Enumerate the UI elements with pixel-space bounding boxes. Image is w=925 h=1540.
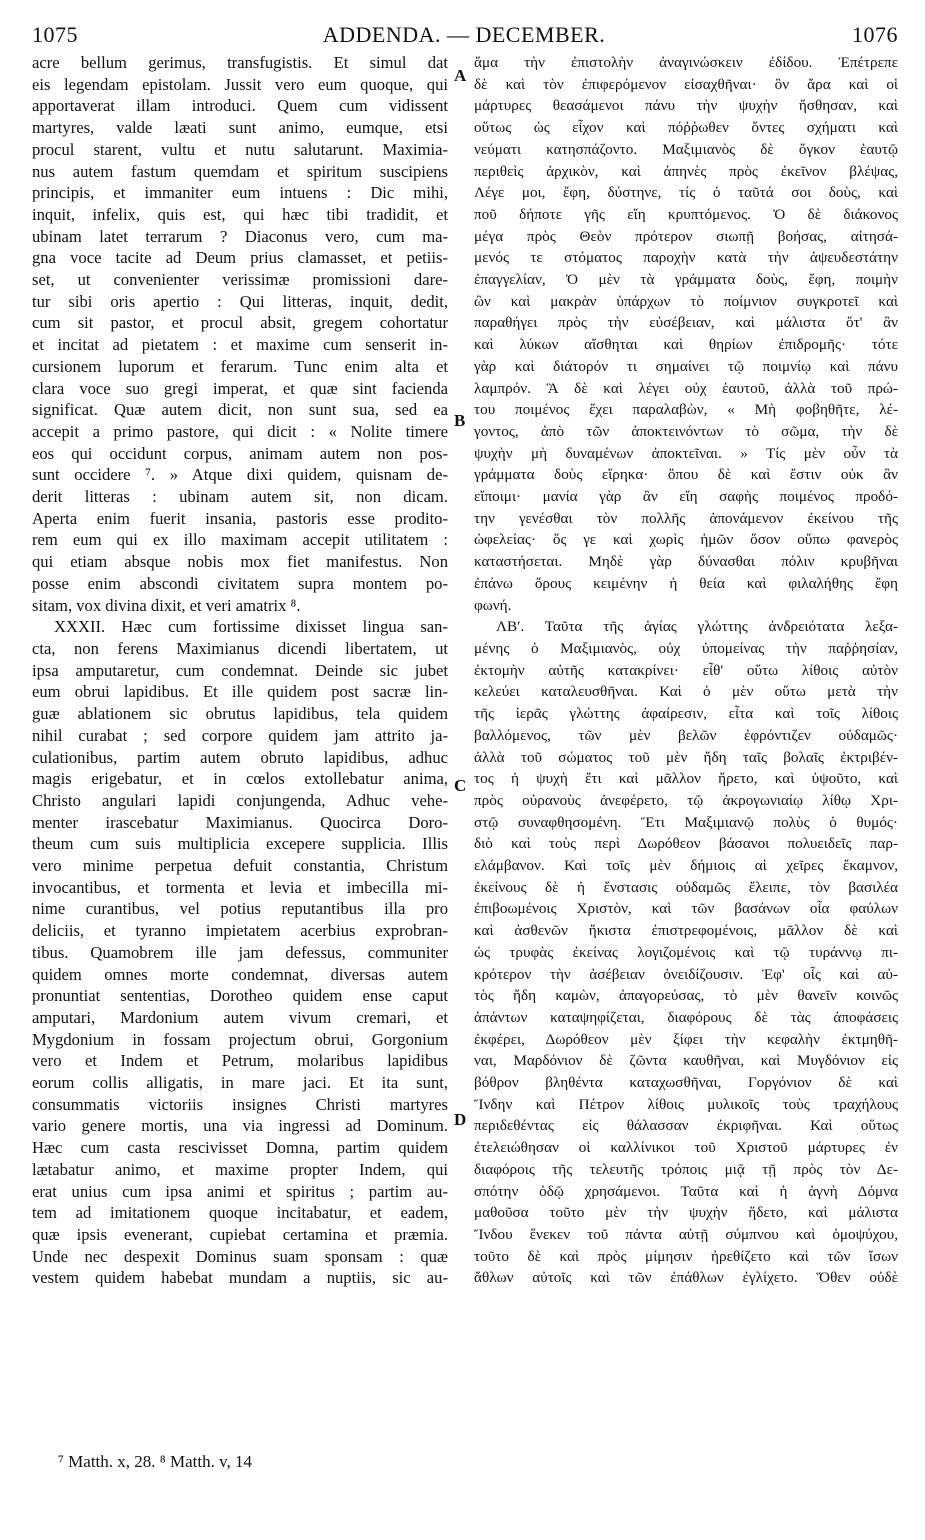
text-line: τος ἡ ψυχὴ ἔτι καὶ μᾶλλον ἤρετο, καὶ ὑψοῦτο, καὶ — [474, 770, 898, 788]
text-line: στῷ συναφθησομένη. Ἔτι Μαξιμιανῷ πολὺς ὁ θυμός· — [474, 813, 898, 831]
text-line: πρὸς οὐρανοὺς ἀνεφέρετο, τῷ ἀκρογωνιαίῳ λίθῳ Χρι- — [474, 791, 898, 809]
text-line: tur sibi oris apertio : Qui litteras, inquit, dedit, — [32, 291, 448, 311]
text-line: amputari, Mardonium autem vivum cremari, et — [32, 1007, 448, 1027]
text-line: καὶ λύκων αἴσθηται καὶ θηρίων ἐπιδρομῆς· τότε — [474, 336, 898, 354]
text-line: accepit a primo pastore, qui dicit : « Nolite timere — [32, 421, 448, 441]
text-line: τῆς ἱερᾶς γλώττης ἀφαίρεσιν, εἶτα καὶ τοῖς λίθοις — [474, 705, 898, 723]
text-line: vero et Indem et Petrum, molaribus lapidibus — [32, 1051, 448, 1071]
text-line: eos qui occidunt corpus, animam autem non pos- — [32, 443, 448, 463]
text-line: Aperta enim fuerit insania, pastoris esse prodito- — [32, 508, 448, 528]
section-marker-d: D — [454, 1110, 467, 1129]
text-line: καὶ ἀσθενῶν ἥκιστα ἐπιστρεφομένοις, μᾶλλον δὲ καὶ — [474, 922, 898, 940]
text-line: βόθρον βληθέντα καταχωσθῆναι, Γοργόνιον δὲ καὶ — [474, 1074, 898, 1092]
latin-column — [32, 52, 448, 1289]
text-line: Ἴνδου ἕνεκεν τοῦ πάντα αὐτῇ σύμπνου καὶ ὁμοψύχου, — [474, 1225, 898, 1243]
text-line: κελεύει καταλευσθῆναι. Καὶ ὁ μὲν οὕτω μετὰ τὴν — [474, 683, 898, 701]
text-line: ἀλλὰ τοῦ σώματος τοῦ μὲν ἤδη ταῖς βολαῖς ἐκτριβέν- — [474, 748, 898, 766]
text-line: του ποιμένος ἔχει παραλαβὼν, « Μὴ φοβηθῆτε, λέ- — [474, 401, 898, 419]
text-line: ελάμβανον. Καὶ τοῖς μὲν δήμιοις αἱ χεῖρες ἔκαμνον, — [474, 857, 898, 875]
text-line: Unde nec despexit Dominus suam sponsam : quæ — [32, 1246, 448, 1266]
text-line: eum obrui lapidibus. Et ille quidem post sacræ lin- — [32, 682, 448, 702]
text-line: significat. Quæ autem dicit, non sunt sua, sed ea — [32, 400, 448, 420]
text-line: gna voce tacite ad Deum prius clamasset, et petiis- — [32, 248, 448, 268]
text-line: περιθεὶς ἀρχικὸν, καὶ ἀπηνὲς πρὸς ἐκεῖνον βλέψας, — [474, 162, 898, 180]
text-line: ψυχὴν μὴ δυναμένων ἀποκτεῖναι. » Τίς μὲν οὖν τὰ — [474, 444, 898, 462]
text-line: eorum collis alligatis, in mare jaci. Et ita sunt, — [32, 1073, 448, 1093]
text-line: ipsa amputaretur, cum condemnat. Deinde sic jubet — [32, 660, 448, 680]
text-line: οὕτως ὡς εἶχον καὶ πόῤῥωθεν ὄντες σχήματι καὶ — [474, 119, 898, 137]
text-line: γράμματα δοὺς εἴρηκα· ὅπου δὲ καὶ ἔστιν οὐκ ἂν — [474, 466, 898, 484]
text-line: ἐπαγγελίαν, Ὁ μὲν τὰ γράμματα δοὺς, ἔφη, ποιμὴν — [474, 271, 898, 289]
text-line: eis legendam epistolam. Jussit vero eum quoque, qui — [32, 74, 448, 94]
text-line: deliciis, et tyranno impietatem acerbius exprobran- — [32, 921, 448, 941]
text-line: την γενέσθαι τὸν πολλῆς ἀπονάμενον ἐκείνου τῆς — [474, 509, 898, 527]
text-line: ἐπιβοωμένοις Χριστὸν, καὶ τῶν βασάνων οἷα φαύλων — [474, 900, 898, 918]
text-line: posse enim abscondi civitatem supra montem po- — [32, 573, 448, 593]
text-line: ubinam latet terrarum ? Diaconus vero, cum ma- — [32, 226, 448, 246]
text-line: set, ut convenienter verissimæ promissioni dare- — [32, 270, 448, 290]
text-line: vestem quidem habebat mundam a nuptiis, sic au- — [32, 1268, 448, 1288]
text-line: nus autem fastum quemdam et spiritum suscipiens — [32, 161, 448, 181]
text-line: clara voce suo gregi imperat, et quæ sint facienda — [32, 378, 448, 398]
text-line: principis, et immaniter eum intuens : Dic mihi, — [32, 183, 448, 203]
text-line: lætabatur animo, et maxime propter Indem, qui — [32, 1159, 448, 1179]
text-line: Λέγε μοι, ἔφη, δύστηνε, τίς ὁ ταῦτά σοι δοὺς, καὶ — [474, 184, 898, 202]
text-line: inquit, infelix, quis est, qui hæc tibi tradidit, et — [32, 204, 448, 224]
text-line: invocantibus, et tormenta et levia et imbecilla mi- — [32, 877, 448, 897]
text-line: ἐκείνους δὲ ἡ ἔνστασις οὐδαμῶς ἔλειπε, τὸν βασιλέα — [474, 878, 898, 896]
text-line: βαλλόμενος, τῶν μὲν βελῶν ἐφρόντιζεν οὐδαμῶς· — [474, 726, 898, 744]
text-line: διὸ καὶ τοὺς περὶ Δωρόθεον βάσανοι πολυειδεῖς παρ- — [474, 835, 898, 853]
text-line: rem eum qui ex illo maximam accepit utilitatem : — [32, 530, 448, 550]
text-line: ἐπάνω ὄρους κειμένην ἡ θεία καὶ φιλαλήθης ἔφη — [474, 574, 898, 592]
text-line: derit litteras : ubinam autem sit, non dicam. — [32, 487, 448, 507]
section-marker-b: B — [454, 411, 466, 430]
text-line: theum cum suis multiplicia excepere supplicia. Illis — [32, 834, 448, 854]
text-line: ὢν καὶ μακρὰν ὑπάρχων τὸ ποίμνιον συγκροτεῖ καὶ — [474, 292, 898, 310]
section-marker-c: C — [454, 776, 467, 795]
text-line: guæ ablationem sic obrutus lapidibus, tela quidem — [32, 704, 448, 724]
text-line: ὡς τρυφὰς ἐκείνας λογιζομένοις καὶ τῷ τυράννῳ πι- — [474, 943, 898, 961]
text-line: ἐκφέρει, Δωρόθεον μὲν ξίφει τὴν κεφαλὴν ἐκτμηθῆ- — [474, 1030, 898, 1048]
text-line: sunt occidere ⁷. » Atque dixi quidem, quisnam de- — [32, 465, 448, 485]
text-line: νεύματι κατησπάζοντο. Μαξιμιανὸς δὲ ὄγκον ἑαυτῷ — [474, 140, 898, 158]
text-line: cta, non ferens Maximianus dicendi libertatem, ut — [32, 638, 448, 658]
text-line: ὠφελείας· ὅς γε καὶ χωρὶς ἡμῶν ὅσον οὔπω φανερὸς — [474, 531, 898, 549]
text-line: nihil curabat ; sed corpore quidem jam attrito ja- — [32, 725, 448, 745]
text-line: procul starent, vultu et nutu salutarunt. Maximia- — [32, 139, 448, 159]
text-line: γοντος, ἀπὸ τῶν ἀποκτεινόντων τὸ σῶμα, τὴν δὲ — [474, 422, 898, 440]
text-line: pronuntiat sententias, Dorotheo quidem ense caput — [32, 986, 448, 1006]
text-line: sitam, vox divina dixit, et veri amatrix ⁸. — [32, 595, 301, 615]
text-line: μενός τε στόματος παροχὴν κατὰ τὴν ἀψευδεστάτην — [474, 249, 898, 267]
text-line: quidem omnes morte condemnat, diversas autem — [32, 964, 448, 984]
text-line: menter irascebatur Maximianus. Quocirca Doro- — [32, 812, 448, 832]
text-line: Christo angulari lapidi conjungenda, Adhuc vehe- — [32, 790, 448, 810]
text-line: περιδεθέντας εἰς θάλασσαν ἐκριφῆναι. Καὶ οὕτως — [474, 1117, 898, 1135]
text-line: φωνή. — [474, 596, 512, 614]
text-line: erat unius cum ipsa animi et spiritus ; partim au- — [32, 1181, 448, 1201]
text-line: vero minime perpetua defuit constantia, Christum — [32, 856, 448, 876]
greek-column — [474, 52, 898, 1289]
text-line: ναι, Μαρδόνιον δὲ ζῶντα καυθῆναι, καὶ Μυγδόνιον εἰς — [474, 1052, 898, 1070]
text-line: acre bellum gerimus, transfugistis. Et simul dat — [32, 53, 448, 72]
text-line: ΛΒʹ. Ταῦτα τῆς ἁγίας γλώττης ἀνδρειότατα λεξα- — [496, 618, 898, 636]
text-line: Ἴνδην καὶ Πέτρον λίθοις μυλικοῖς τοὺς τραχήλους — [474, 1095, 898, 1113]
text-line: ἐκτομὴν αὐτῆς κατακρίνει· εἶθ' οὕτω λίθοις αὐτὸν — [474, 661, 898, 679]
text-line: μέγα πρὸς Θεὸν πρότερον σιωπῇ βοήσας, αἰτησά- — [474, 227, 898, 245]
text-line: et incitat ad pietatem : et maxime cum senserit in- — [32, 335, 448, 355]
text-line: Hæc cum casta rescivisset Domna, partim quidem — [32, 1138, 448, 1158]
text-line: Mygdonium in fossam projectum obrui, Gorgonium — [32, 1029, 448, 1049]
section-marker-a: A — [454, 66, 467, 85]
left-page-number: 1075 — [32, 22, 78, 47]
text-line: apportaverat illam introduci. Quem cum vidissent — [32, 96, 448, 116]
right-page-number: 1076 — [852, 22, 898, 47]
text-line: ἄθλων αὐτοῖς καὶ τῶν ἐπάθλων ἐγλίχετο. Ὅθεν οὐδὲ — [474, 1269, 898, 1287]
text-line: σπότην ὁδῷ χρησάμενοι. Ταῦτα καὶ ἡ ἁγνὴ Δόμνα — [474, 1182, 898, 1200]
text-line: τοῦτο δὲ καὶ πρὸς μίμησιν ἠρεθίζετο καὶ τῶν ἴσων — [474, 1247, 898, 1265]
text-line: ἐτελειώθησαν οἱ καλλίνικοι τοῦ Χριστοῦ μάρτυρες ἐν — [474, 1139, 898, 1157]
text-line: cum sit pastor, et procul absit, gregem cohortatur — [32, 313, 448, 333]
text-line: μένης ὁ Μαξιμιανὸς, οὐχ ὑπομείνας τὴν παῤῥησίαν, — [474, 639, 898, 657]
text-line: consummatis victoriis insignes Christi martyres — [32, 1094, 448, 1114]
text-line: ποῦ δήποτε γῆς εἴη κρυπτόμενος. Ὁ δὲ διάκονος — [474, 205, 898, 223]
text-line: διαφόροις τῆς τελευτῆς τρόποις μιᾷ τῇ πρὸς τὸν Δε- — [474, 1160, 898, 1178]
text-line: nime curantibus, vel potius reputantibus illa pro — [32, 899, 448, 919]
text-line: tem ad imitationem quoque incitabatur, et eadem, — [32, 1203, 448, 1223]
text-line: μαθοῦσα τοῦτο μὲν τὴν ψυχὴν ἥδετο, καὶ μάλιστα — [474, 1204, 898, 1222]
text-line: tibus. Quamobrem ille jam defessus, communiter — [32, 942, 448, 962]
text-line: qui etiam absque nobis mox fiet manifestus. Non — [32, 552, 448, 572]
text-line: cursionem luporum et ferarum. Tunc enim alta et — [32, 356, 448, 376]
text-line: δὲ καὶ τὸν ἐπιφερόμενον εἰσαχθῆναι· ὃν ἄρα καὶ οἱ — [474, 75, 898, 93]
text-line: μάρτυρες θεασάμενοι πάνυ τὴν ψυχὴν ἥσθησαν, καὶ — [474, 97, 898, 115]
text-line: martyres, valde læati sunt animo, eumque, etsi — [32, 118, 448, 138]
text-line: παραθήγει πρὸς τὴν εὐσέβειαν, καὶ μάλιστα ὅτ' ἂν — [474, 314, 898, 332]
text-line: εἴποιμι· μανία γὰρ ἂν εἴη σαφὴς ποιμένος προδό- — [474, 488, 898, 506]
text-line: quæ ipsis evenerant, cupiebat certamina et præmia. — [32, 1224, 448, 1244]
text-line: magis erigebatur, et in cœlos extollebatur anima, — [32, 769, 448, 789]
text-line: γὰρ καὶ διάτορόν τι σημαίνει τῷ ποιμνίῳ καὶ πάνυ — [474, 357, 898, 375]
text-line: culationibus, partim autem obruto lapidibus, adhuc — [32, 747, 448, 767]
running-header — [30, 22, 898, 56]
text-line: καταστήσεται. Μηδὲ γὰρ δύνασθαι πόλιν κρυβῆναι — [474, 553, 898, 571]
footnotes: ⁷ Matth. x, 28. ⁸ Matth. v, 14 — [58, 1452, 252, 1471]
text-line: ἁπάντων καταψηφίζεται, διαφόρους δὲ τὰς ἀποφάσεις — [474, 1008, 898, 1026]
text-line: ἅμα τὴν ἐπιστολὴν ἀναγινώσκειν ἐδίδου. Ἐπέτρεπε — [474, 54, 898, 71]
text-line: λαμπρόν. Ἃ δὲ καὶ λέγει οὐχ ἑαυτοῦ, ἀλλὰ τοῦ πρώ- — [474, 379, 898, 397]
text-line: τὸς ἤδη καμὼν, ἀπαγορεύσας, τὸ μὲν θανεῖν κοινῶς — [474, 987, 898, 1005]
running-title: ADDENDA. — DECEMBER. — [322, 22, 606, 47]
text-line: vario genere mortis, una via ingressi ad Dominum. — [32, 1116, 448, 1136]
text-line: XXXII. Hæc cum fortissime dixisset lingua san- — [54, 617, 448, 637]
text-line: κρότερον τὴν ἀσέβειαν ὀνειδίζουσιν. Ἐφ' οἷς καὶ αὐ- — [474, 965, 898, 983]
